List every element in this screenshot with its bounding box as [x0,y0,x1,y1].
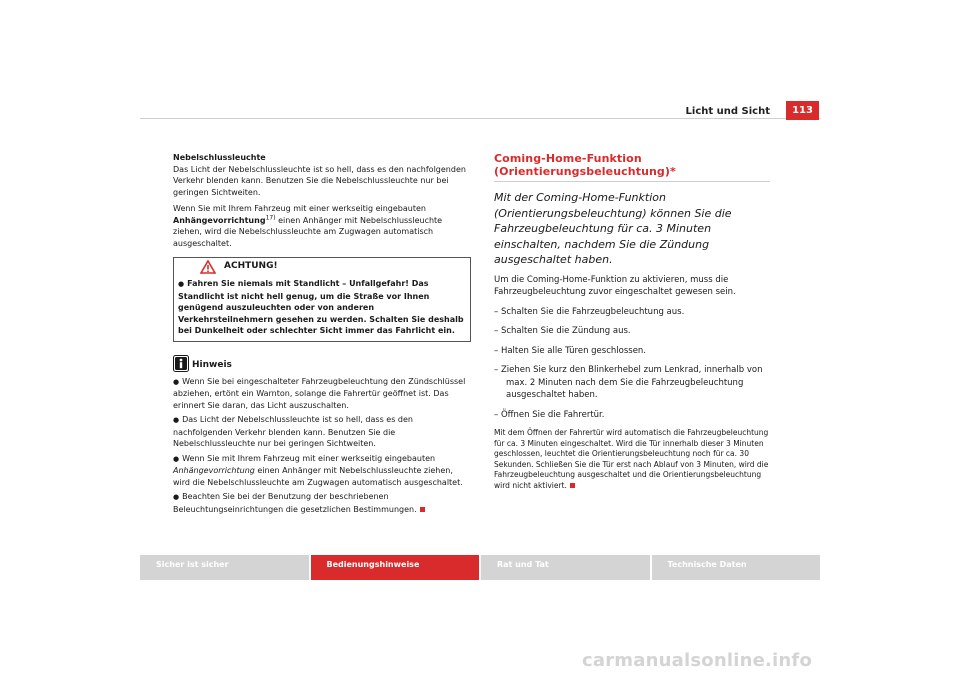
fog-p2-text-b: einen Anhänger mit Nebelschlussleuchte ziehen, wird die Nebelschlussleuchte am Zugwagen automatisch ausgeschaltet. [173,215,443,248]
dash-marker: – [494,409,499,420]
step-item [494,325,770,338]
dash-marker: – [494,306,499,317]
section-end-mark-icon [420,507,425,512]
step-text: Öffnen Sie die Fahrertür. [500,409,605,420]
coming-home-closing [494,428,770,491]
warning-text [178,278,466,337]
step-text: Schalten Sie die Zündung aus. [500,326,631,336]
coming-home-intro: Um die Coming-Home-Funktion zu aktivieren, muss die Fahrzeugbeleuchtung zuvor eingeschaltet gewesen sein. [494,274,736,297]
bullet-icon: ● [173,454,180,463]
step-text: Schalten Sie die Fahrzeugbeleuchtung aus. [500,306,685,317]
note-item-italic: Anhängevorrichtung [173,466,255,475]
note-item-text: Das Licht der Nebelschlussleuchte ist so hell, dass es den nachfolgenden Verkehr blenden kann. Benutzen Sie die Nebelschlussleuchte nur bei geringen Sichtweiten. [173,415,413,448]
note-header [173,355,471,372]
footer-tab-technische-daten[interactable]: Technische Daten [652,555,821,580]
coming-home-heading: Coming-Home-Funktion (Orientierungsbeleuchtung)* [494,152,676,178]
note-item [173,491,471,515]
bullet-icon: ● [173,416,180,424]
header-rule [140,118,820,119]
note-title: Hinweis [192,360,232,370]
dash-marker: – [494,345,499,356]
note-item-text: Beachten Sie bei der Benutzung der beschriebenen Beleuchtungseinrichtungen die gesetzlichen Bestimmungen. [173,492,417,514]
page-number: 113 [786,101,819,120]
note-item [173,414,471,450]
dash-marker: – [494,365,499,375]
fog-p2-emphasis: Anhängevorrichtung [173,215,266,225]
coming-home-lead: Mit der Coming-Home-Funktion (Orientierungsbeleuchtung) können Sie die Fahrzeugbeleuchtung für ca. 3 Minuten einschalten, nachdem Sie die Zündung ausgeschaltet haben. [494,191,732,266]
note-item-text: Wenn Sie bei eingeschalteter Fahrzeugbeleuchtung den Zündschlüssel abziehen, ertönt ein Warnton, solange die Fahrertür geöffnet ist. Das erinnert Sie daran, das Licht auszuschalten. [173,376,466,410]
warning-header [200,260,466,274]
footer-nav [140,555,820,580]
section-end-mark-icon [570,483,575,488]
warning-box [173,257,471,342]
bullet-icon: ● [173,377,180,386]
heading-rule [494,181,770,182]
step-item [494,345,770,358]
right-column [494,152,770,491]
bullet-icon: ● [178,280,185,288]
warning-triangle-icon [200,260,216,274]
steps-list [494,306,770,422]
step-item [494,306,770,319]
footer-tab-rat-und-tat[interactable]: Rat und Tat [481,555,650,580]
fog-light-heading: Nebelschlussleuchte [173,153,266,162]
footer-tab-bedienungshinweise[interactable]: Bedienungshinweise [311,555,480,580]
footer-tab-sicher-ist-sicher[interactable]: Sicher ist sicher [140,555,309,580]
note-item-text: einen Anhänger mit Nebelschlussleuchte ziehen, wird die Nebelschlussleuchte am Zugwagen automatisch ausgeschaltet. [173,466,463,487]
bullet-icon: ● [173,493,180,501]
note-item [173,453,471,489]
fog-light-paragraph-2 [173,203,471,249]
step-text: Halten Sie alle Türen geschlossen. [500,345,647,356]
warning-title: ACHTUNG! [224,261,278,272]
watermark: carmanualsonline.info [582,650,813,671]
step-item [494,409,770,422]
note-item [173,376,471,412]
fog-light-paragraph-1: Das Licht der Nebelschlussleuchte ist so hell, dass es den nachfolgenden Verkehr blenden kann. Benutzen Sie die Nebelschlussleuchte nur bei geringen Sichtweiten. [173,164,466,197]
step-item [494,364,770,402]
closing-text: Mit dem Öffnen der Fahrertür wird automatisch die Fahrzeugbeleuchtung für ca. 3 Minuten eingeschaltet. Wird die Tür innerhalb dieser 3 Minuten geschlossen, leuchtet die Orientierungsbeleuchtung noch für ca. 30 Sekunden. Schließen Sie die Tür erst nach Ablauf von 3 Minuten, wird die Fahrzeugbeleuchtung ausgeschaltet und die Orientierungsbeleuchtung wird nicht aktiviert. [494,428,769,490]
info-note-icon [173,355,189,372]
warning-text-body: Fahren Sie niemals mit Standlicht – Unfallgefahr! Das Standlicht ist nicht hell genug, um die Straße vor Ihnen genügend auszuleuchten oder von anderen Verkehrsteilnehmern gesehen zu werden. Schalten Sie deshalb bei Dunkelheit oder schlechter Sicht immer das Fahrlicht ein. [178,279,464,335]
note-item-text: Wenn Sie mit Ihrem Fahrzeug mit einer werkseitig eingebauten [182,453,436,463]
fog-p2-text-a: Wenn Sie mit Ihrem Fahrzeug mit einer werkseitig eingebauten [173,204,426,213]
footnote-ref: 17) [265,213,276,221]
section-title: Licht und Sicht [685,106,770,117]
step-text: Ziehen Sie kurz den Blinkerhebel zum Lenkrad, innerhalb von max. 2 Minuten nach dem Sie die Fahrzeugbeleuchtung ausgeschaltet haben. [500,365,763,400]
left-column [173,152,471,518]
dash-marker: – [494,326,499,336]
